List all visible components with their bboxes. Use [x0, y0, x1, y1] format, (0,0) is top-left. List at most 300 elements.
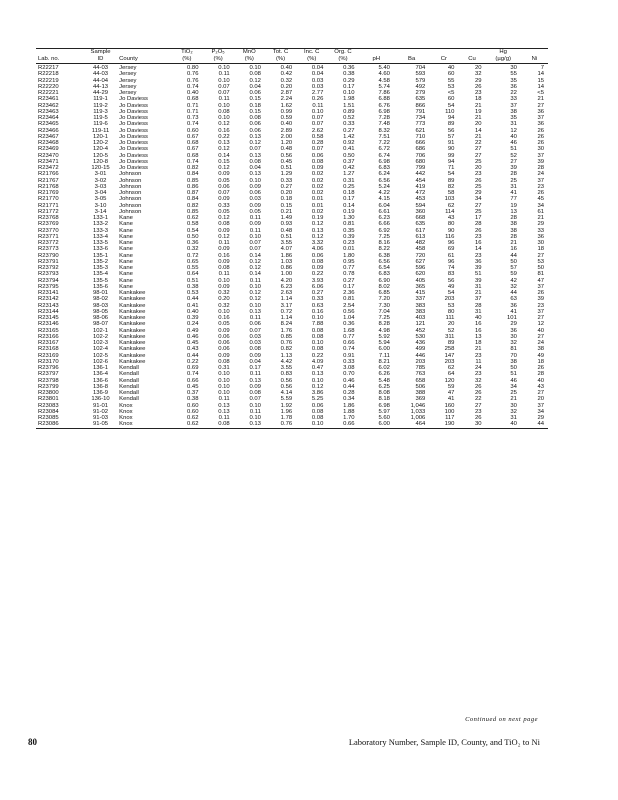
cu-cell: 31 — [474, 283, 482, 290]
inc-c-cell: 0.04 — [311, 65, 324, 71]
county-cell: Knox — [117, 421, 171, 428]
org-c-cell: 0.28 — [343, 390, 355, 396]
tio2-cell: 0.67 — [187, 146, 199, 153]
tot-c-cell: 0.76 — [280, 340, 293, 346]
ba-cell: 442 — [415, 171, 426, 178]
tot-c-cell: 0.40 — [280, 65, 293, 71]
ni-cell: 37 — [537, 152, 544, 159]
ph-cell: 8.32 — [378, 127, 390, 134]
lab-no-cell: R23801 — [38, 396, 59, 403]
ni-cell: 36 — [537, 233, 544, 240]
org-c-cell: 0.52 — [343, 115, 355, 121]
ba-cell: 621 — [415, 127, 426, 134]
county-cell: Kankakee — [119, 346, 146, 353]
tio2-cell: 0.40 — [187, 90, 199, 96]
header-ni: Ni — [521, 56, 548, 64]
hg-cell: 38 — [510, 227, 517, 234]
ph-cell: 6.54 — [378, 265, 390, 271]
mno-cell: 0.14 — [249, 252, 261, 259]
sample-id-cell: 102-5 — [92, 352, 109, 359]
tio2-cell: 0.36 — [187, 240, 199, 246]
cr-cell: 147 — [444, 352, 455, 359]
ph-cell: 7.04 — [378, 308, 390, 315]
org-c-cell: 0.77 — [343, 333, 355, 340]
ni-cell: 39 — [537, 158, 544, 165]
lab-no-cell: R23083 — [38, 402, 59, 409]
p2o5-cell: 0.09 — [218, 258, 230, 265]
p2o5-cell: 0.13 — [218, 140, 230, 146]
lab-no-cell: R21767 — [38, 177, 59, 184]
p2o5-cell: 0.08 — [202, 421, 233, 428]
cr-cell: 89 — [447, 340, 455, 346]
cu-cell: 27 — [474, 402, 482, 409]
cr-cell: 52 — [447, 327, 455, 334]
tio2-cell: 0.74 — [187, 158, 199, 165]
tot-c-cell: 0.76 — [265, 421, 296, 428]
ph-cell: 5.74 — [378, 83, 390, 90]
table-row — [36, 421, 548, 428]
p2o5-cell: 0.14 — [218, 152, 230, 159]
cr-cell: <5 — [447, 90, 455, 96]
cu-cell: 26 — [474, 227, 482, 234]
ph-cell: 6.92 — [378, 227, 390, 234]
inc-c-cell: 0.07 — [311, 146, 324, 153]
ba-cell: 403 — [415, 315, 426, 321]
inc-c-cell: 0.10 — [311, 377, 324, 384]
hg-cell: 31 — [510, 121, 517, 128]
cr-cell: 54 — [447, 290, 455, 296]
hg-cell: 59 — [510, 271, 517, 278]
ni-cell: 53 — [537, 258, 544, 265]
header-cell — [117, 49, 171, 57]
tot-c-cell: 3.55 — [280, 365, 293, 371]
p2o5-cell: 0.11 — [218, 271, 230, 278]
ph-cell: 7.30 — [378, 302, 390, 309]
tot-c-cell: 1.03 — [280, 258, 293, 265]
ni-cell: 30 — [537, 146, 544, 153]
lab-no-cell: R23800 — [38, 390, 59, 396]
ph-cell: 5.97 — [378, 408, 390, 415]
lab-no-cell: R23794 — [38, 277, 59, 284]
tot-c-cell: 0.42 — [280, 71, 293, 78]
inc-c-cell: 0.13 — [311, 227, 324, 234]
sample-id-cell: 135-1 — [92, 252, 109, 259]
hg-cell: 50 — [510, 258, 517, 265]
org-c-cell: 0.42 — [343, 165, 355, 171]
county-cell: Johnson — [119, 177, 142, 184]
mno-cell: 0.03 — [249, 333, 261, 340]
tot-c-cell: 0.45 — [280, 158, 293, 165]
ni-cell: 24 — [537, 171, 544, 178]
ni-cell: 49 — [537, 352, 544, 359]
tio2-cell: 0.51 — [187, 277, 199, 284]
ba-cell: 369 — [415, 396, 426, 403]
ph-cell: 7.11 — [378, 352, 390, 359]
cu-cell: 23 — [474, 233, 482, 240]
mno-cell: 0.09 — [249, 352, 261, 359]
county-cell: Kane — [119, 277, 133, 284]
tio2-cell: 0.43 — [187, 346, 199, 353]
ph-cell: 4.58 — [378, 77, 390, 84]
ba-cell: 383 — [415, 302, 426, 309]
mno-cell: 0.05 — [249, 208, 261, 215]
inc-c-cell: 0.11 — [312, 102, 324, 109]
ph-cell: 6.61 — [378, 208, 390, 215]
inc-c-cell: 0.02 — [311, 177, 324, 184]
ba-cell: 799 — [415, 165, 426, 171]
cu-cell: 25 — [474, 208, 482, 215]
sample-id-cell: 120-5 — [92, 152, 109, 159]
inc-c-cell: 0.06 — [311, 402, 324, 409]
county-cell: Jo Daviess — [119, 127, 148, 134]
sample-id-cell: 119-2 — [93, 102, 108, 109]
cr-cell: 62 — [447, 365, 455, 371]
cu-cell: 26 — [474, 390, 482, 396]
cr-cell: 59 — [447, 383, 455, 390]
org-c-cell: 0.78 — [343, 271, 355, 278]
hg-cell: 25 — [510, 390, 517, 396]
p2o5-cell: 0.32 — [218, 290, 230, 296]
county-cell: Kendall — [119, 365, 139, 371]
ph-cell: 7.48 — [378, 121, 390, 128]
org-c-cell: 0.17 — [343, 83, 355, 90]
sample-id-cell: 3-02 — [94, 177, 107, 184]
cu-cell: 23 — [474, 408, 482, 415]
org-c-cell: 0.39 — [343, 233, 355, 240]
county-cell: Kane — [119, 258, 133, 265]
p2o5-cell: 0.09 — [218, 246, 230, 253]
ba-cell: 791 — [415, 108, 426, 115]
org-c-cell: 3.08 — [343, 365, 355, 371]
lab-no-cell: R23144 — [38, 308, 59, 315]
ba-cell: 499 — [415, 346, 426, 353]
header-mno-unit: (%) — [234, 56, 265, 64]
org-c-cell: 0.18 — [343, 190, 355, 196]
ph-cell: 6.56 — [378, 258, 390, 265]
sample-id-cell: 44-29 — [92, 90, 109, 96]
county-cell: Kankakee — [119, 340, 146, 346]
ph-cell: 6.83 — [378, 271, 390, 278]
p2o5-cell: 0.07 — [218, 90, 230, 96]
mno-cell: 0.10 — [249, 177, 261, 184]
org-c-cell: 0.35 — [343, 227, 355, 234]
tot-c-cell: 0.48 — [280, 227, 293, 234]
mno-cell: 0.13 — [249, 171, 261, 178]
county-cell: Kankakee — [119, 315, 146, 321]
lab-no-cell: R23143 — [38, 302, 59, 309]
table-row — [36, 64, 548, 72]
data-table — [36, 48, 548, 429]
ni-cell: 45 — [537, 196, 544, 203]
org-c-cell: 0.17 — [343, 196, 355, 203]
ba-cell: 620 — [415, 271, 426, 278]
cu-cell: 22 — [474, 140, 482, 146]
p2o5-cell: 0.07 — [218, 83, 230, 90]
org-c-cell: 0.50 — [343, 152, 355, 159]
p2o5-cell: 0.22 — [218, 133, 230, 140]
ni-cell: 30 — [537, 240, 544, 246]
lab-no-cell: R23462 — [38, 102, 59, 109]
p2o5-cell: 0.15 — [218, 158, 230, 165]
header-cell — [429, 49, 458, 57]
inc-c-cell: 0.02 — [311, 190, 324, 196]
sample-id-cell: 120-8 — [92, 158, 109, 165]
lab-no-cell: R23165 — [38, 327, 59, 334]
header-org-c-unit: (%) — [327, 56, 358, 64]
sample-id-cell: 135-5 — [92, 277, 109, 284]
inc-c-cell: 0.10 — [311, 108, 324, 115]
county-cell: Kendall — [119, 371, 139, 378]
inc-c-cell: 5.25 — [311, 396, 324, 403]
tio2-cell: 0.37 — [187, 390, 199, 396]
cu-cell: 20 — [474, 165, 482, 171]
ph-cell: 6.90 — [378, 277, 390, 284]
ph-cell: 6.98 — [378, 402, 390, 409]
ni-cell: 34 — [537, 202, 544, 209]
mno-cell: 0.08 — [249, 115, 261, 121]
cu-cell: 29 — [474, 77, 482, 84]
sample-id-cell: 3-10 — [94, 202, 107, 209]
tio2-cell: 0.76 — [187, 71, 199, 78]
inc-c-cell: 0.13 — [311, 371, 324, 378]
ni-cell: 26 — [537, 133, 544, 140]
ph-cell: 5.94 — [378, 340, 390, 346]
tot-c-cell: 0.51 — [280, 233, 293, 240]
tio2-cell: 0.80 — [187, 65, 199, 71]
hg-cell: 46 — [510, 377, 517, 384]
lab-no-cell: R23470 — [38, 152, 59, 159]
lab-no-cell: R23086 — [36, 421, 84, 428]
cr-cell: 57 — [447, 133, 455, 140]
cr-cell: 56 — [447, 127, 455, 134]
tio2-cell: 0.41 — [187, 302, 199, 309]
mno-cell: 0.13 — [249, 133, 261, 140]
org-c-cell: 1.88 — [343, 408, 355, 415]
org-c-cell: 0.10 — [343, 90, 355, 96]
tot-c-cell: 0.85 — [280, 333, 293, 340]
cu-cell: 51 — [474, 271, 482, 278]
ph-cell: 4.60 — [378, 71, 390, 78]
cr-cell: 311 — [445, 333, 455, 340]
ph-cell: 5.92 — [378, 333, 390, 340]
cr-cell: 110 — [445, 108, 455, 115]
cu-cell: 34 — [474, 196, 482, 203]
cu-cell: 16 — [474, 240, 482, 246]
p2o5-cell: 0.08 — [218, 221, 230, 228]
lab-no-cell: R21766 — [38, 171, 59, 178]
hg-cell: 51 — [510, 146, 517, 153]
mno-cell: 0.07 — [249, 327, 261, 334]
ni-cell: 34 — [537, 408, 544, 415]
header-cell — [458, 49, 485, 57]
inc-c-cell: 0.10 — [311, 315, 324, 321]
tot-c-cell: 0.20 — [280, 190, 293, 196]
ph-cell: 8.08 — [378, 390, 390, 396]
ba-cell: 360 — [415, 208, 426, 215]
ba-cell: 658 — [415, 377, 426, 384]
cr-cell: 90 — [447, 146, 455, 153]
cr-cell: 40 — [447, 65, 455, 71]
lab-no-cell: R23796 — [38, 365, 59, 371]
county-cell: Jo Daviess — [119, 165, 148, 171]
org-c-cell: 0.91 — [343, 352, 355, 359]
sample-id-cell: 119-6 — [93, 121, 108, 128]
page-number: 80 — [28, 737, 37, 747]
ni-cell: 23 — [537, 302, 544, 309]
tio2-cell: 0.72 — [187, 252, 199, 259]
ph-cell: 5.60 — [378, 415, 390, 421]
inc-c-cell: 0.08 — [311, 327, 324, 334]
tot-c-cell: 4.07 — [280, 246, 293, 253]
cu-cell: 14 — [474, 127, 482, 134]
hg-cell: 42 — [510, 277, 517, 284]
cu-cell: 26 — [474, 383, 482, 390]
mno-cell: 0.10 — [249, 283, 261, 290]
org-c-cell: 1.42 — [343, 133, 355, 140]
mno-cell: 0.11 — [249, 315, 261, 321]
cr-cell: 99 — [447, 152, 455, 159]
cu-cell: 21 — [474, 346, 482, 353]
p2o5-cell: 0.10 — [218, 77, 230, 84]
p2o5-cell: 0.10 — [218, 308, 230, 315]
p2o5-cell: 0.16 — [218, 315, 230, 321]
county-cell: Kankakee — [119, 308, 146, 315]
mno-cell: 0.08 — [249, 346, 261, 353]
ba-cell: 706 — [415, 152, 426, 159]
sample-id-cell: 133-4 — [92, 233, 109, 240]
inc-c-cell: 0.63 — [311, 302, 324, 309]
ph-cell: 6.00 — [378, 346, 390, 353]
tio2-cell: 0.68 — [187, 96, 199, 103]
ph-cell: 5.24 — [378, 183, 390, 190]
header-hg-unit: (µg/g) — [486, 56, 521, 64]
lab-no-cell: R23463 — [38, 108, 59, 115]
org-c-cell: 1.30 — [343, 215, 355, 221]
ba-cell: 405 — [415, 277, 426, 284]
hg-cell: 41 — [510, 190, 517, 196]
ba-cell: 121 — [415, 321, 426, 328]
tot-c-cell: 4.14 — [280, 390, 293, 396]
sample-id-cell: 98-02 — [92, 296, 109, 303]
sample-id-cell: 3-03 — [94, 183, 107, 190]
lab-no-cell: R23141 — [38, 290, 59, 296]
org-c-cell: 2.36 — [343, 290, 355, 296]
p2o5-cell: 0.06 — [218, 340, 230, 346]
lab-no-cell: R23799 — [38, 383, 59, 390]
mno-cell: 0.14 — [249, 271, 261, 278]
p2o5-cell: 0.16 — [218, 127, 230, 134]
ni-cell: 26 — [537, 365, 544, 371]
inc-c-cell: 0.19 — [311, 215, 324, 221]
hg-cell: 21 — [510, 396, 517, 403]
tot-c-cell: 2.24 — [280, 96, 293, 103]
tio2-cell: 0.76 — [187, 77, 199, 84]
lab-no-cell: R23467 — [38, 133, 59, 140]
inc-c-cell: 0.08 — [311, 333, 324, 340]
cr-cell: 58 — [447, 190, 455, 196]
ba-cell: 454 — [415, 177, 426, 184]
ni-cell: 23 — [537, 183, 544, 190]
tot-c-cell: 2.00 — [280, 133, 293, 140]
tot-c-cell: 6.23 — [280, 283, 293, 290]
hg-cell: 31 — [510, 183, 517, 190]
ba-cell: 453 — [415, 196, 426, 203]
sample-id-cell: 136-9 — [92, 390, 109, 396]
cu-cell: 27 — [474, 152, 482, 159]
tio2-cell: 0.71 — [187, 102, 199, 109]
org-c-cell: 0.38 — [343, 71, 355, 78]
ba-cell: 666 — [415, 140, 426, 146]
tio2-cell: 0.40 — [187, 308, 199, 315]
sample-id-cell: 98-05 — [92, 308, 109, 315]
mno-cell: 0.12 — [249, 296, 261, 303]
table-body — [36, 64, 548, 429]
ni-cell: 12 — [537, 321, 544, 328]
hg-cell: 27 — [510, 158, 517, 165]
tio2-cell: 0.24 — [187, 321, 199, 328]
county-cell: Johnson — [119, 202, 142, 209]
mno-cell: 0.11 — [249, 277, 261, 284]
lab-no-cell: R23084 — [38, 408, 59, 415]
county-cell: Kane — [119, 252, 133, 259]
hg-cell: 40 — [510, 133, 517, 140]
cr-cell: 94 — [447, 158, 455, 165]
tio2-cell: 0.82 — [187, 202, 199, 209]
ni-cell: 27 — [537, 315, 544, 321]
sample-id-cell: 102-4 — [92, 346, 109, 353]
mno-cell: 0.06 — [249, 190, 261, 196]
county-cell: Jersey — [119, 83, 137, 90]
lab-no-cell: R22219 — [38, 77, 59, 84]
ni-cell: 39 — [537, 296, 544, 303]
tio2-cell: 0.38 — [187, 283, 199, 290]
sample-id-cell: 136-1 — [92, 365, 109, 371]
cr-cell: 96 — [447, 258, 455, 265]
cu-cell: 20 — [474, 65, 482, 71]
cr-cell: 80 — [447, 221, 455, 228]
lab-no-cell: R22218 — [38, 71, 59, 78]
hg-cell: 33 — [510, 96, 517, 103]
org-c-cell: 0.46 — [343, 377, 355, 384]
inc-c-cell: 0.08 — [311, 408, 324, 415]
hg-cell: 44 — [510, 252, 517, 259]
header-sample: Sample — [84, 49, 117, 57]
county-cell: Jo Daviess — [119, 133, 148, 140]
county-cell: Jo Daviess — [119, 158, 148, 165]
ph-cell: 4.22 — [378, 190, 390, 196]
lab-no-cell: R23471 — [38, 158, 59, 165]
sample-id-cell: 91-03 — [92, 415, 109, 421]
tio2-cell: 0.44 — [187, 352, 199, 359]
ba-cell: 419 — [415, 183, 426, 190]
org-c-cell: 0.77 — [343, 265, 355, 271]
org-c-cell: 0.36 — [343, 321, 355, 328]
ph-cell: 7.25 — [378, 315, 390, 321]
header-inc-c: Inc. C — [296, 49, 327, 57]
hg-cell: 41 — [510, 308, 517, 315]
org-c-cell: 0.95 — [343, 258, 355, 265]
sample-id-cell: 136-8 — [92, 383, 109, 390]
county-cell: Kane — [119, 271, 133, 278]
org-c-cell: 0.19 — [343, 208, 355, 215]
cu-cell: 31 — [474, 308, 482, 315]
inc-c-cell: 3.32 — [311, 240, 324, 246]
header-tot-c-unit: (%) — [265, 56, 296, 64]
ba-cell: 627 — [415, 258, 426, 265]
hg-cell: 38 — [510, 358, 517, 365]
cu-cell: 30 — [458, 421, 485, 428]
sample-id-cell: 44-13 — [92, 83, 109, 90]
